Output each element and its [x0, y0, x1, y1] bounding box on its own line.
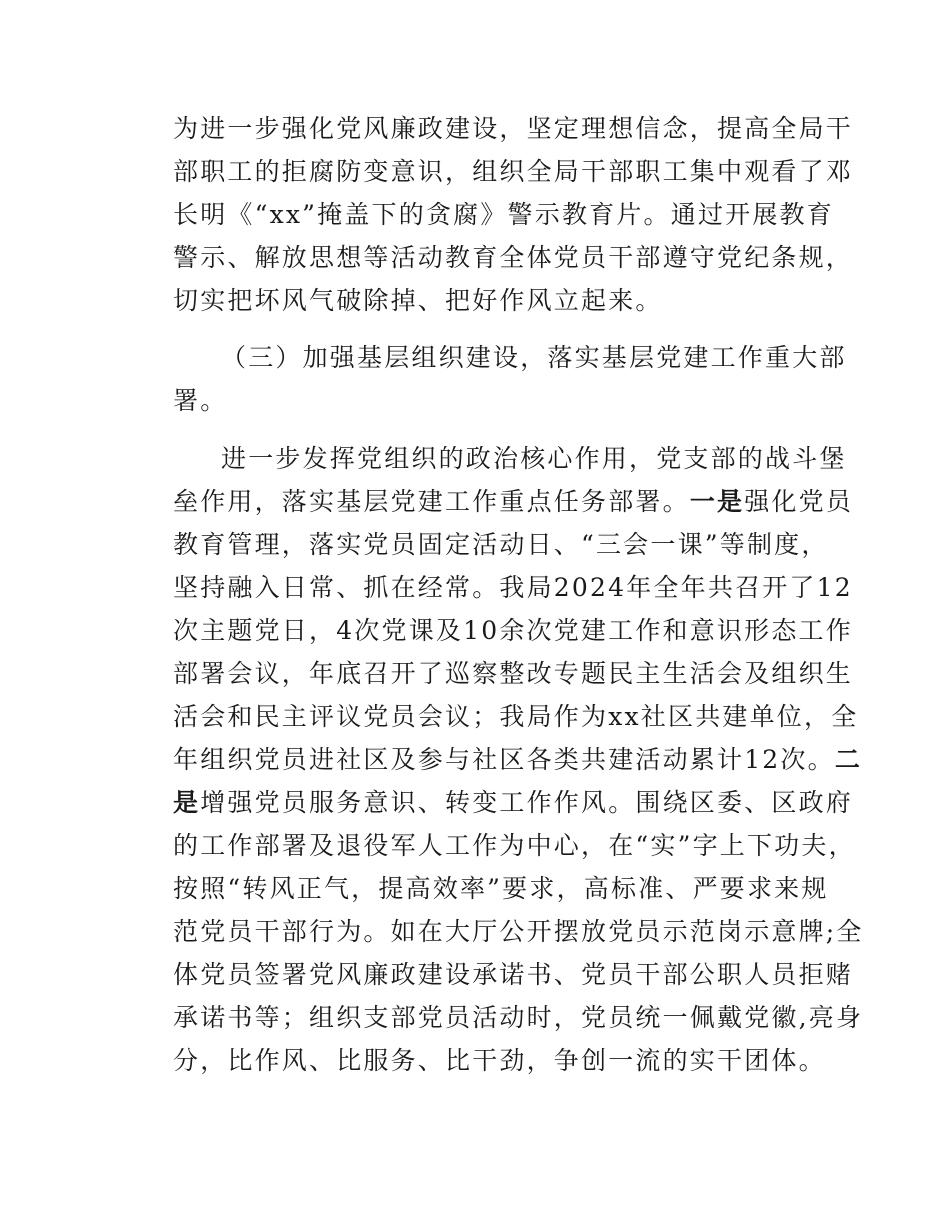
text-line: 教育管理，落实党员固定活动日、“三会一课”等制度， — [173, 530, 829, 559]
text-line — [173, 480, 854, 523]
text-line — [173, 781, 854, 824]
heading-line: 署。 — [173, 386, 228, 415]
point-marker-two-cont: 是 — [173, 788, 201, 817]
text-segment: 年组织党员进社区及参与社区各类共建活动累计12次。 — [173, 745, 835, 774]
text-line: 次主题党日，4次党课及10余次党建工作和意识形态工作 — [173, 616, 853, 645]
section-heading-three — [173, 336, 847, 422]
text-line: 的工作部署及退役军人工作为中心，在“实”字上下功夫， — [173, 831, 856, 860]
heading-line: （三）加强基层组织建设，落实基层党建工作重大部 — [221, 343, 847, 372]
paragraph-anti-corruption — [173, 107, 854, 322]
text-line: 范党员干部行为。如在大厅公开摆放党员示范岗示意牌;全 — [173, 917, 864, 946]
text-line: 坚持融入日常、抓在经常。我局2024年全年共召开了12 — [173, 573, 853, 602]
text-line: 承诺书等；组织支部党员活动时，党员统一佩戴党徽,亮身 — [173, 1003, 864, 1032]
text-line: 按照“转风正气，提高效率”要求，高标准、严要求来规 — [173, 874, 829, 903]
text-line: 警示、解放思想等活动教育全体党员干部遵守党纪条规， — [173, 243, 854, 272]
text-line: 长明《“xx”掩盖下的贪腐》警示教育片。通过开展教育 — [173, 200, 834, 229]
text-line: 体党员签署党风廉政建设承诺书、党员干部公职人员拒赌 — [173, 960, 854, 989]
point-marker-two: 二 — [834, 745, 863, 774]
text-segment: 垒作用，落实基层党建工作重点任务部署。 — [173, 487, 690, 516]
text-line: 分，比作风、比服务、比干劲，争创一流的实干团体。 — [173, 1046, 826, 1075]
text-line: 部署会议，年底召开了巡察整改专题民主生活会及组织生 — [173, 659, 854, 688]
point-marker-one: 一是 — [689, 487, 745, 516]
text-line — [173, 738, 863, 781]
text-segment: 强化党员 — [744, 487, 854, 516]
text-line: 切实把坏风气破除掉、把好作风立起来。 — [173, 286, 663, 315]
text-segment: 增强党员服务意识、转变工作作风。围绕区委、区政府 — [200, 788, 854, 817]
text-line: 活会和民主评议党员会议；我局作为xx社区共建单位，全 — [173, 702, 859, 731]
text-line: 部职工的拒腐防变意识，组织全局干部职工集中观看了邓 — [173, 157, 854, 186]
text-line: 进一步发挥党组织的政治核心作用，党支部的战斗堡 — [221, 444, 847, 473]
text-line: 为进一步强化党风廉政建设，坚定理想信念，提高全局干 — [173, 114, 854, 143]
paragraph-grassroots-organization — [173, 437, 864, 1082]
